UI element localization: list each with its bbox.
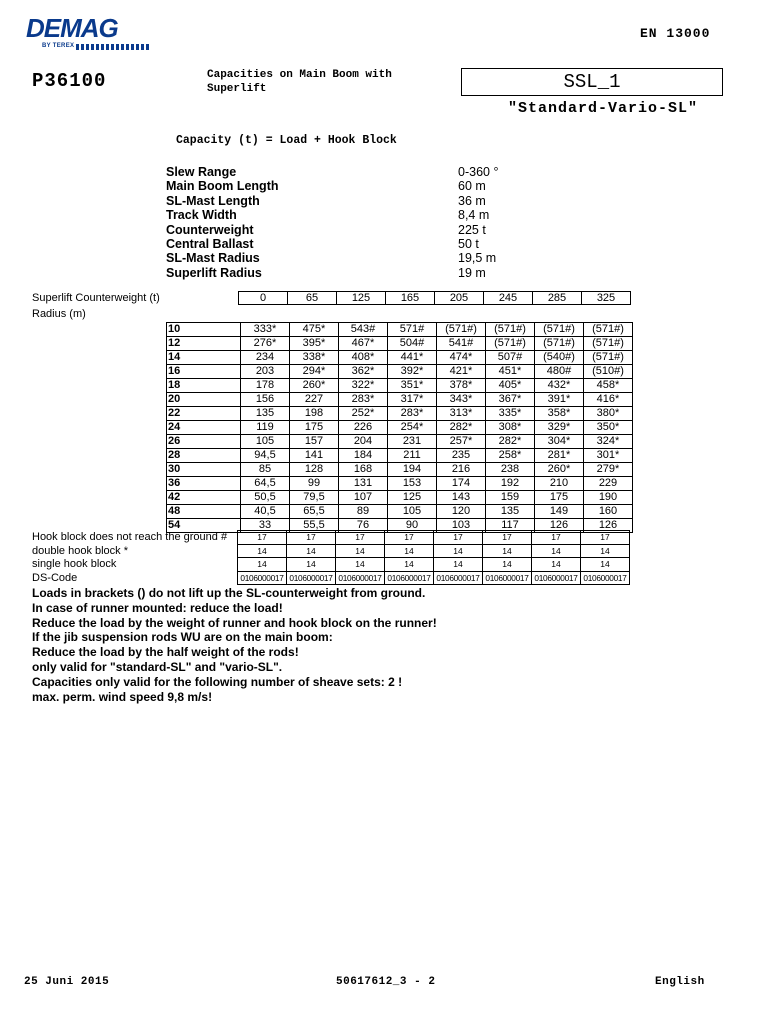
capacity-cell: 135: [486, 505, 535, 519]
capacity-cell: 304*: [535, 435, 584, 449]
hook-block-label: Hook block does not reach the ground #: [32, 531, 228, 544]
capacity-cell: 135: [241, 407, 290, 421]
capacity-cell: 451*: [486, 365, 535, 379]
table-row: [167, 491, 633, 505]
table-row: [167, 505, 633, 519]
configuration-code-box: SSL_1: [461, 68, 723, 96]
capacity-cell: 227: [290, 393, 339, 407]
parameter-label: Superlift Radius: [166, 265, 262, 280]
radius-cell: 28: [167, 449, 241, 463]
capacity-cell: 190: [584, 491, 633, 505]
hook-block-row: [32, 571, 630, 585]
capacity-cell: 301*: [584, 449, 633, 463]
capacity-cell: 467*: [339, 337, 388, 351]
counterweight-header-cell: 285: [533, 292, 582, 305]
capacity-formula: Capacity (t) = Load + Hook Block: [176, 134, 397, 147]
counterweight-header-cell: 0: [239, 292, 288, 305]
capacity-cell: 107: [339, 491, 388, 505]
hook-block-cell: 14: [385, 558, 434, 572]
hook-block-cell: 14: [287, 544, 336, 558]
ds-code-cell: 0106000017: [336, 571, 385, 585]
table-row: [167, 407, 633, 421]
logo-stripes: [76, 44, 151, 50]
table-row: [167, 393, 633, 407]
capacity-cell: 33: [241, 519, 290, 533]
subtitle-line-1: Capacities on Main Boom with: [207, 69, 392, 81]
capacity-cell: 94,5: [241, 449, 290, 463]
capacity-cell: (571#): [437, 323, 486, 337]
capacity-cell: 216: [437, 463, 486, 477]
radius-cell: 26: [167, 435, 241, 449]
parameter-value: 60 m: [458, 179, 486, 194]
ds-code-cell: 0106000017: [385, 571, 434, 585]
hook-block-cell: 14: [434, 558, 483, 572]
capacity-cell: 141: [290, 449, 339, 463]
radius-cell: 14: [167, 351, 241, 365]
note-line: max. perm. wind speed 9,8 m/s!: [32, 689, 213, 704]
table-row: [167, 351, 633, 365]
capacity-cell: 168: [339, 463, 388, 477]
capacity-cell: 76: [339, 519, 388, 533]
capacity-cell: 105: [241, 435, 290, 449]
capacity-cell: 90: [388, 519, 437, 533]
radius-axis-label: Radius (m): [32, 308, 86, 320]
capacity-cell: 294*: [290, 365, 339, 379]
capacity-cell: 281*: [535, 449, 584, 463]
hook-block-cell: 17: [483, 531, 532, 545]
hook-block-cell: 17: [336, 531, 385, 545]
hook-block-cell: 14: [434, 544, 483, 558]
hook-block-cell: 14: [483, 544, 532, 558]
capacity-cell: 351*: [388, 379, 437, 393]
capacity-cell: 184: [339, 449, 388, 463]
counterweight-header-cell: 245: [484, 292, 533, 305]
capacity-cell: 378*: [437, 379, 486, 393]
capacity-cell: 105: [388, 505, 437, 519]
radius-cell: 54: [167, 519, 241, 533]
capacity-cell: 238: [486, 463, 535, 477]
capacity-cell: 405*: [486, 379, 535, 393]
capacity-cell: 343*: [437, 393, 486, 407]
capacity-cell: 395*: [290, 337, 339, 351]
capacity-cell: 257*: [437, 435, 486, 449]
capacity-cell: 235: [437, 449, 486, 463]
capacity-cell: 338*: [290, 351, 339, 365]
capacity-cell: 175: [535, 491, 584, 505]
capacity-cell: 40,5: [241, 505, 290, 519]
parameter-label: Main Boom Length: [166, 179, 279, 194]
capacity-cell: 380*: [584, 407, 633, 421]
capacity-cell: 362*: [339, 365, 388, 379]
hook-block-cell: 14: [238, 544, 287, 558]
note-line: Loads in brackets () do not lift up the SL-counterweight from ground.: [32, 586, 426, 600]
capacity-cell: 282*: [437, 421, 486, 435]
capacity-cell: 350*: [584, 421, 633, 435]
notes-block: [32, 586, 437, 704]
load-capacity-table: [166, 322, 633, 533]
capacity-cell: 120: [437, 505, 486, 519]
capacity-cell: 103: [437, 519, 486, 533]
capacity-cell: 126: [584, 519, 633, 533]
capacity-cell: 89: [339, 505, 388, 519]
note-line: only valid for "standard-SL" and "vario-SL".: [32, 659, 283, 674]
capacity-cell: 157: [290, 435, 339, 449]
parameter-row: [166, 179, 546, 193]
ds-code-cell: 0106000017: [483, 571, 532, 585]
parameter-row: [166, 165, 546, 179]
parameter-label: Track Width: [166, 208, 237, 223]
table-row: [167, 323, 633, 337]
parameter-row: [166, 266, 546, 280]
radius-cell: 48: [167, 505, 241, 519]
capacity-cell: 174: [437, 477, 486, 491]
capacity-cell: 283*: [339, 393, 388, 407]
capacity-cell: 85: [241, 463, 290, 477]
capacity-cell: (540#): [535, 351, 584, 365]
footer-date: 25 Juni 2015: [24, 976, 110, 988]
capacity-cell: (571#): [584, 337, 633, 351]
capacity-cell: 64,5: [241, 477, 290, 491]
capacity-cell: 178: [241, 379, 290, 393]
capacity-cell: 543#: [339, 323, 388, 337]
capacity-cell: 117: [486, 519, 535, 533]
capacity-cell: 276*: [241, 337, 290, 351]
parameter-value: 19 m: [458, 265, 486, 280]
radius-cell: 18: [167, 379, 241, 393]
hook-block-cell: 14: [238, 558, 287, 572]
parameter-value: 50 t: [458, 236, 479, 251]
note-line: If the jib suspension rods WU are on the main boom:: [32, 630, 333, 645]
capacity-cell: 50,5: [241, 491, 290, 505]
table-row: [167, 379, 633, 393]
capacity-cell: 198: [290, 407, 339, 421]
radius-cell: 36: [167, 477, 241, 491]
capacity-cell: 475*: [290, 323, 339, 337]
capacity-cell: 55,5: [290, 519, 339, 533]
hook-block-cell: 17: [581, 531, 630, 545]
capacity-cell: 128: [290, 463, 339, 477]
hook-block-cell: 14: [483, 558, 532, 572]
capacity-cell: 194: [388, 463, 437, 477]
capacity-cell: (571#): [584, 323, 633, 337]
counterweight-header-cell: 65: [288, 292, 337, 305]
hook-block-cell: 17: [287, 531, 336, 545]
capacity-cell: 234: [241, 351, 290, 365]
capacity-cell: (571#): [535, 323, 584, 337]
parameter-row: [166, 223, 546, 237]
footer-language: English: [655, 976, 705, 988]
counterweight-header-cell: 165: [386, 292, 435, 305]
table-row: [167, 463, 633, 477]
capacity-cell: 156: [241, 393, 290, 407]
capacity-cell: 358*: [535, 407, 584, 421]
counterweight-header-cell: 125: [337, 292, 386, 305]
table-row: [167, 365, 633, 379]
capacity-cell: 367*: [486, 393, 535, 407]
table-row: [167, 477, 633, 491]
capacity-cell: 119: [241, 421, 290, 435]
counterweight-header-cell: 205: [435, 292, 484, 305]
hook-block-cell: 14: [532, 544, 581, 558]
hook-block-cell: 17: [238, 531, 287, 545]
ds-code-cell: 0106000017: [238, 571, 287, 585]
hook-block-table: [32, 530, 630, 585]
hook-block-cell: 17: [434, 531, 483, 545]
capacity-cell: 160: [584, 505, 633, 519]
configuration-parameters: [166, 165, 546, 280]
capacity-cell: 416*: [584, 393, 633, 407]
note-line: Reduce the load by the weight of runner and hook block on the runner!: [32, 615, 437, 630]
capacity-cell: 210: [535, 477, 584, 491]
hook-block-label: single hook block: [32, 558, 117, 571]
counterweight-axis-label: Superlift Counterweight (t): [32, 292, 160, 304]
capacity-cell: 175: [290, 421, 339, 435]
variant-label: "Standard-Vario-SL": [508, 100, 699, 117]
parameter-row: [166, 194, 546, 208]
hook-block-cell: 14: [532, 558, 581, 572]
hook-block-row: [32, 558, 630, 572]
capacity-cell: 322*: [339, 379, 388, 393]
hook-block-row: [32, 544, 630, 558]
logo-wordmark: DEMAG: [26, 13, 118, 43]
hook-block-cell: 14: [581, 544, 630, 558]
capacity-cell: 99: [290, 477, 339, 491]
capacity-cell: 126: [535, 519, 584, 533]
parameter-value: 8,4 m: [458, 208, 490, 223]
table-row: [167, 449, 633, 463]
capacity-cell: 279*: [584, 463, 633, 477]
capacity-cell: 211: [388, 449, 437, 463]
capacity-cell: (571#): [486, 323, 535, 337]
footer-document-number: 50617612_3 - 2: [336, 976, 436, 988]
demag-logo: [26, 14, 156, 50]
parameter-row: [166, 251, 546, 265]
capacity-cell: (510#): [584, 365, 633, 379]
capacity-cell: 203: [241, 365, 290, 379]
capacity-cell: 258*: [486, 449, 535, 463]
capacity-cell: 282*: [486, 435, 535, 449]
capacity-cell: 231: [388, 435, 437, 449]
capacity-cell: 432*: [535, 379, 584, 393]
capacity-cell: (571#): [535, 337, 584, 351]
counterweight-header-cell: 325: [582, 292, 631, 305]
capacity-cell: 329*: [535, 421, 584, 435]
parameter-label: SL-Mast Length: [166, 193, 260, 208]
hook-block-row: [32, 531, 630, 545]
hook-block-cell: 14: [385, 544, 434, 558]
capacity-cell: 474*: [437, 351, 486, 365]
capacity-cell: 260*: [290, 379, 339, 393]
parameter-value: 19,5 m: [458, 251, 497, 266]
capacity-cell: 229: [584, 477, 633, 491]
capacity-cell: (571#): [584, 351, 633, 365]
counterweight-header-table: [238, 291, 631, 305]
capacity-cell: 391*: [535, 393, 584, 407]
hook-block-cell: 14: [287, 558, 336, 572]
parameter-row: [166, 237, 546, 251]
logo-subtext: BY TEREX: [42, 43, 75, 49]
note-line: Reduce the load by the half weight of the rods!: [32, 645, 299, 660]
ds-code-cell: 0106000017: [434, 571, 483, 585]
capacity-cell: 192: [486, 477, 535, 491]
capacity-cell: 125: [388, 491, 437, 505]
radius-cell: 22: [167, 407, 241, 421]
capacity-cell: 308*: [486, 421, 535, 435]
subtitle-line-2: Superlift: [207, 83, 267, 95]
radius-cell: 16: [167, 365, 241, 379]
capacity-cell: 324*: [584, 435, 633, 449]
standard-label: EN 13000: [640, 26, 711, 41]
radius-cell: 12: [167, 337, 241, 351]
capacity-cell: 335*: [486, 407, 535, 421]
table-row: [167, 421, 633, 435]
capacity-cell: 254*: [388, 421, 437, 435]
radius-cell: 30: [167, 463, 241, 477]
radius-cell: 24: [167, 421, 241, 435]
hook-block-cell: 14: [336, 558, 385, 572]
capacity-cell: 153: [388, 477, 437, 491]
parameter-label: SL-Mast Radius: [166, 251, 260, 266]
hook-block-cell: 14: [581, 558, 630, 572]
capacity-cell: 131: [339, 477, 388, 491]
ds-code-cell: 0106000017: [287, 571, 336, 585]
hook-block-label: double hook block *: [32, 544, 129, 557]
capacity-cell: 333*: [241, 323, 290, 337]
capacity-cell: 313*: [437, 407, 486, 421]
table-row: [167, 337, 633, 351]
hook-block-cell: 14: [336, 544, 385, 558]
ds-code-cell: 0106000017: [581, 571, 630, 585]
parameter-value: 0-360 °: [458, 165, 499, 179]
parameter-label: Slew Range: [166, 165, 237, 179]
ds-code-cell: 0106000017: [532, 571, 581, 585]
hook-block-cell: 17: [532, 531, 581, 545]
capacity-cell: 79,5: [290, 491, 339, 505]
capacity-cell: 458*: [584, 379, 633, 393]
hook-block-label: DS-Code: [32, 571, 78, 584]
capacity-cell: 159: [486, 491, 535, 505]
capacity-cell: 317*: [388, 393, 437, 407]
capacity-cell: 283*: [388, 407, 437, 421]
document-subtitle: [207, 68, 447, 96]
capacity-cell: 571#: [388, 323, 437, 337]
counterweight-header-row: [239, 292, 631, 305]
capacity-cell: 507#: [486, 351, 535, 365]
capacity-cell: 143: [437, 491, 486, 505]
capacity-cell: 392*: [388, 365, 437, 379]
capacity-cell: 504#: [388, 337, 437, 351]
capacity-cell: 480#: [535, 365, 584, 379]
table-row: [167, 435, 633, 449]
parameter-row: [166, 208, 546, 222]
capacity-cell: 441*: [388, 351, 437, 365]
note-line: In case of runner mounted: reduce the load!: [32, 600, 283, 615]
capacity-cell: 65,5: [290, 505, 339, 519]
capacity-cell: 541#: [437, 337, 486, 351]
capacity-cell: 421*: [437, 365, 486, 379]
capacity-cell: 204: [339, 435, 388, 449]
radius-cell: 10: [167, 323, 241, 337]
hook-block-cell: 17: [385, 531, 434, 545]
parameter-value: 36 m: [458, 193, 486, 208]
capacity-cell: 149: [535, 505, 584, 519]
capacity-cell: 252*: [339, 407, 388, 421]
parameter-value: 225 t: [458, 222, 486, 237]
radius-cell: 20: [167, 393, 241, 407]
capacity-cell: 260*: [535, 463, 584, 477]
capacity-cell: 226: [339, 421, 388, 435]
parameter-label: Counterweight: [166, 222, 254, 237]
note-line: Capacities only valid for the following number of sheave sets: 2 !: [32, 674, 403, 689]
radius-cell: 42: [167, 491, 241, 505]
capacity-cell: (571#): [486, 337, 535, 351]
product-number: P36100: [32, 70, 107, 92]
capacity-cell: 408*: [339, 351, 388, 365]
parameter-label: Central Ballast: [166, 236, 254, 251]
